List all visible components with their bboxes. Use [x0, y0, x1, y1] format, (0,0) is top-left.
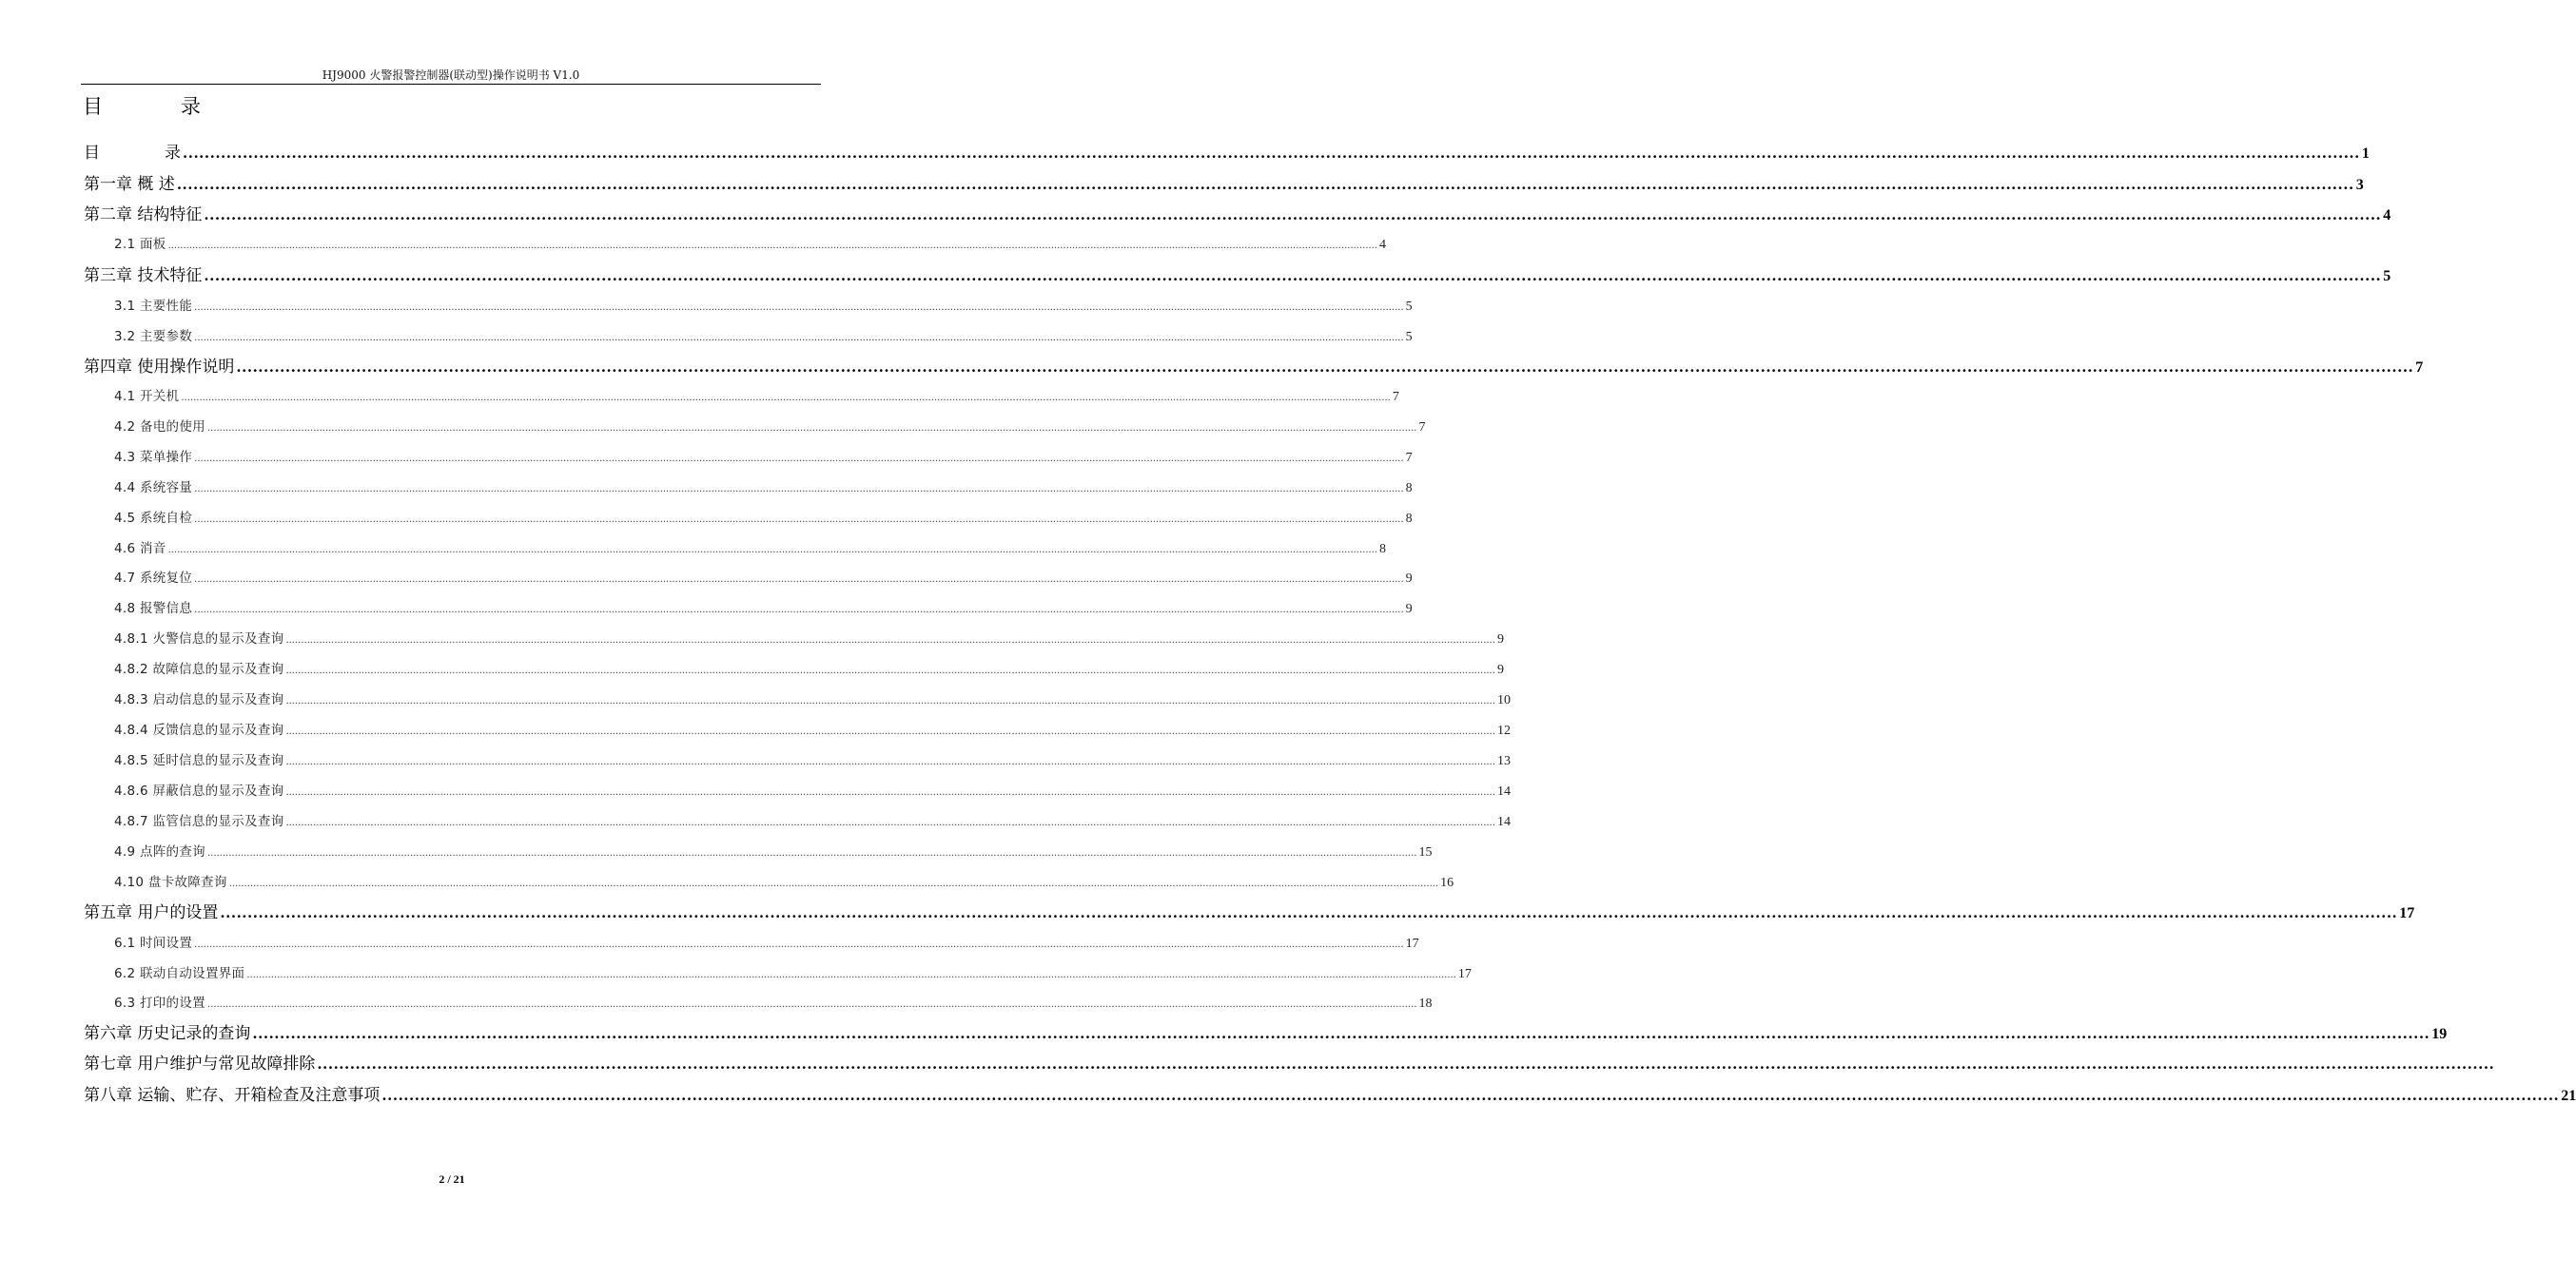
toc-page-number: 21	[2561, 1088, 2576, 1104]
toc-page-number: 9	[1496, 632, 1504, 647]
toc-entry[interactable]	[114, 749, 1511, 769]
toc-page-number: 5	[1405, 300, 1413, 314]
toc-leader-dots: ................................................................................................................................................................................................................................................................................................................................................................................................................	[194, 574, 1404, 585]
toc-entry[interactable]	[84, 1081, 2576, 1105]
toc-entry[interactable]	[114, 416, 1426, 436]
toc-entry-label: 4.8.2 故障信息的显示及查询	[114, 662, 284, 677]
toc-page-number: 14	[1496, 784, 1511, 799]
toc-page-number: 7	[1392, 390, 1399, 404]
toc-entry[interactable]	[114, 567, 1413, 587]
toc-page-number: 10	[1496, 693, 1511, 707]
toc-leader-dots: ................................................................................................................................................................................................................................................................................................................................................................................................................	[194, 514, 1404, 525]
toc-entry-label: 4.2 备电的使用	[114, 419, 205, 435]
toc-leader-dots: ................................................................................................................................................................................................................................................................................................................................................................................................................	[194, 939, 1404, 950]
toc-leader-dots: ................................................................................................................................................................................................................................................................................................................................................................................................................	[206, 848, 1417, 859]
toc-page-number: 19	[2431, 1026, 2448, 1042]
toc-entry[interactable]	[114, 597, 1413, 617]
toc-page-number: 14	[1496, 815, 1511, 829]
toc-entry-label: 4.8.3 启动信息的显示及查询	[114, 692, 284, 707]
toc-page-number: 17	[1405, 937, 1419, 951]
toc-entry-label: 4.8 报警信息	[114, 601, 193, 616]
toc-page-number: 12	[1496, 724, 1511, 738]
toc-entry-label: 4.6 消音	[114, 541, 166, 556]
toc-entry[interactable]	[114, 446, 1413, 466]
toc-leader-dots: ................................................................................................................................................................................................................................................................................................................................................................................................................	[220, 904, 2398, 921]
toc-entry[interactable]	[84, 1050, 2495, 1074]
toc-leader-dots: ................................................................................................................................................................................................................................................................................................................................................................................................................	[285, 696, 1495, 707]
toc-leader-dots: ................................................................................................................................................................................................................................................................................................................................................................................................................	[381, 1087, 2560, 1104]
toc-entry[interactable]	[114, 507, 1413, 527]
page-footer: 2 / 21	[439, 1172, 465, 1186]
toc-entry[interactable]	[84, 353, 2424, 377]
toc-leader-dots: ................................................................................................................................................................................................................................................................................................................................................................................................................	[167, 545, 1378, 555]
toc-entry-label: 4.5 系统自检	[114, 511, 193, 526]
toc-leader-dots: ................................................................................................................................................................................................................................................................................................................................................................................................................	[183, 145, 2360, 162]
toc-entry[interactable]	[84, 1019, 2448, 1043]
toc-leader-dots: ................................................................................................................................................................................................................................................................................................................................................................................................................	[285, 666, 1495, 676]
toc-leader-dots: ................................................................................................................................................................................................................................................................................................................................................................................................................	[167, 241, 1378, 251]
toc-entry[interactable]	[114, 233, 1387, 253]
toc-leader-dots: ................................................................................................................................................................................................................................................................................................................................................................................................................	[194, 454, 1404, 464]
toc-entry-label: 4.10 盘卡故障查询	[114, 875, 227, 890]
toc-entry[interactable]	[114, 932, 1419, 952]
toc-leader-dots: ................................................................................................................................................................................................................................................................................................................................................................................................................	[204, 267, 2382, 284]
toc-entry-label: 4.3 菜单操作	[114, 450, 193, 465]
toc-entry[interactable]	[114, 628, 1504, 648]
toc-leader-dots: ................................................................................................................................................................................................................................................................................................................................................................................................................	[285, 818, 1495, 828]
page-header: HJ9000 火警报警控制器(联动型)操作说明书 V1.0	[322, 68, 580, 82]
toc-entry[interactable]	[114, 385, 1399, 405]
toc-leader-dots: ................................................................................................................................................................................................................................................................................................................................................................................................................	[285, 726, 1495, 737]
toc-page-number: 17	[2399, 905, 2415, 921]
toc-entry[interactable]	[114, 537, 1387, 557]
toc-entry-label: 4.7 系统复位	[114, 571, 193, 586]
toc-leader-dots: ................................................................................................................................................................................................................................................................................................................................................................................................................	[317, 1055, 2495, 1073]
toc-entry-label: 4.8.4 反馈信息的显示及查询	[114, 723, 284, 738]
toc-entry[interactable]	[114, 841, 1433, 861]
toc-entry[interactable]	[84, 201, 2391, 224]
toc-entry-label: 4.8.1 火警信息的显示及查询	[114, 631, 284, 647]
toc-page-number: 1	[2361, 145, 2370, 162]
title-left-char: 目	[83, 95, 103, 118]
toc-page-number: 8	[1405, 481, 1413, 495]
toc-page-number: 9	[1405, 602, 1413, 616]
toc-entry-label: 4.8.7 监管信息的显示及查询	[114, 814, 284, 829]
toc-page-number: 13	[1496, 754, 1511, 768]
toc-entry-label: 6.2 联动自动设置界面	[114, 966, 245, 981]
toc-entry-label: 4.8.5 延时信息的显示及查询	[114, 753, 284, 768]
toc-leader-dots: ................................................................................................................................................................................................................................................................................................................................................................................................................	[285, 787, 1495, 798]
toc-entry-label: 目 录	[84, 144, 181, 163]
toc-leader-dots: ................................................................................................................................................................................................................................................................................................................................................................................................................	[285, 635, 1495, 646]
toc-leader-dots: ................................................................................................................................................................................................................................................................................................................................................................................................................	[206, 423, 1417, 434]
toc-page-number: 7	[1418, 420, 1426, 435]
toc-page-number: 9	[1405, 571, 1413, 586]
toc-entry-label: 第七章 用户维护与常见故障排除	[84, 1055, 316, 1074]
toc-entry[interactable]	[114, 992, 1433, 1012]
toc-leader-dots: ................................................................................................................................................................................................................................................................................................................................................................................................................	[246, 970, 1456, 980]
toc-entry[interactable]	[114, 295, 1413, 315]
toc-entry-label: 4.8.6 屏蔽信息的显示及查询	[114, 784, 284, 799]
toc-entry[interactable]	[114, 658, 1504, 678]
toc-entry[interactable]	[114, 780, 1511, 800]
toc-entry[interactable]	[114, 476, 1413, 496]
toc-leader-dots: ................................................................................................................................................................................................................................................................................................................................................................................................................	[236, 358, 2414, 376]
toc-page-number: 17	[1457, 967, 1472, 981]
toc-entry[interactable]	[114, 871, 1454, 891]
toc-page-number: 16	[1440, 876, 1454, 890]
toc-page-number: 8	[1379, 542, 1387, 556]
toc-page-number: 15	[1418, 845, 1433, 860]
toc-leader-dots: ................................................................................................................................................................................................................................................................................................................................................................................................................	[204, 206, 2382, 223]
toc-page-number: 5	[2383, 268, 2391, 284]
toc-leader-dots: ................................................................................................................................................................................................................................................................................................................................................................................................................	[194, 302, 1404, 313]
toc-leader-dots: ................................................................................................................................................................................................................................................................................................................................................................................................................	[194, 333, 1404, 343]
toc-page-number: 8	[1405, 512, 1413, 526]
toc-entry[interactable]	[114, 719, 1511, 739]
toc-leader-dots: ................................................................................................................................................................................................................................................................................................................................................................................................................	[181, 393, 1391, 403]
toc-entry-label: 第二章 结构特征	[84, 205, 203, 224]
toc-entry-label: 第一章 概 述	[84, 175, 175, 194]
toc-entry-label: 6.3 打印的设置	[114, 996, 205, 1011]
header-rule	[81, 84, 821, 85]
toc-entry-label: 第四章 使用操作说明	[84, 358, 235, 377]
toc-page-number: 3	[2355, 177, 2364, 193]
toc-entry-label: 第六章 历史记录的查询	[84, 1024, 251, 1043]
toc-page-number: 7	[1405, 451, 1413, 465]
toc-entry-label: 第五章 用户的设置	[84, 903, 219, 922]
toc-page-number: 7	[2415, 359, 2424, 376]
toc-page-number: 9	[1496, 663, 1504, 677]
toc-entry-label: 3.2 主要参数	[114, 329, 193, 344]
toc-entry[interactable]	[114, 962, 1472, 982]
page-title	[83, 91, 201, 120]
toc-entry-label: 6.1 时间设置	[114, 936, 193, 951]
toc-entry[interactable]	[84, 139, 2370, 163]
toc-page-number: 4	[2383, 207, 2391, 223]
title-right-char: 录	[181, 95, 201, 118]
toc-leader-dots: ................................................................................................................................................................................................................................................................................................................................................................................................................	[228, 879, 1439, 889]
toc-leader-dots: ................................................................................................................................................................................................................................................................................................................................................................................................................	[252, 1025, 2430, 1042]
toc-entry-label: 2.1 面板	[114, 237, 166, 252]
toc-entry-label: 4.9 点阵的查询	[114, 844, 205, 860]
toc-entry-label: 第三章 技术特征	[84, 266, 203, 285]
toc-page-number: 18	[1418, 997, 1433, 1011]
toc-entry[interactable]	[114, 688, 1511, 708]
toc-page-number: 4	[1379, 238, 1387, 252]
toc-entry[interactable]	[114, 325, 1413, 345]
toc-page-number: 5	[1405, 330, 1413, 344]
toc-leader-dots: ................................................................................................................................................................................................................................................................................................................................................................................................................	[194, 484, 1404, 494]
toc-entry-label: 4.1 开关机	[114, 389, 180, 404]
toc-leader-dots: ................................................................................................................................................................................................................................................................................................................................................................................................................	[176, 176, 2354, 193]
toc-entry-label: 第八章 运输、贮存、开箱检查及注意事项	[84, 1086, 381, 1105]
toc-leader-dots: ................................................................................................................................................................................................................................................................................................................................................................................................................	[194, 605, 1404, 615]
toc-entry[interactable]	[114, 810, 1511, 830]
toc-entry[interactable]	[84, 170, 2364, 194]
toc-leader-dots: ................................................................................................................................................................................................................................................................................................................................................................................................................	[206, 999, 1417, 1010]
toc-entry-label: 4.4 系统容量	[114, 480, 193, 495]
toc-entry-label: 3.1 主要性能	[114, 299, 193, 314]
toc-entry[interactable]	[84, 899, 2415, 922]
toc-leader-dots: ................................................................................................................................................................................................................................................................................................................................................................................................................	[285, 757, 1495, 767]
toc-entry[interactable]	[84, 261, 2391, 285]
